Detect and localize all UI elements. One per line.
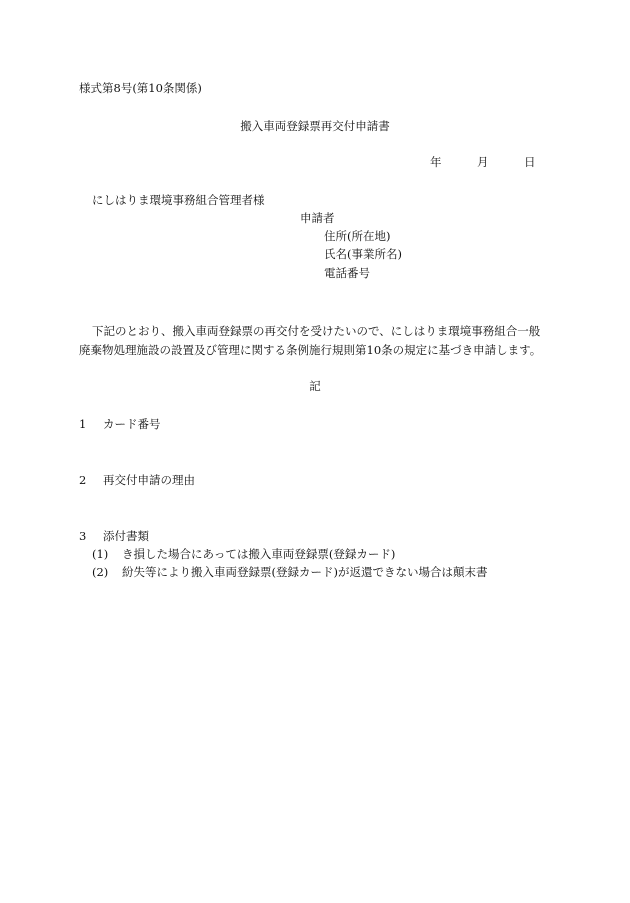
attachment-label: 紛失等により搬入車両登録票(登録カード)が返還できない場合は顛末書 [122, 565, 488, 579]
attachment-number: (2) [92, 565, 109, 579]
body-line-2: 廃棄物処理施設の設置及び管理に関する条例施行規則第10条の規定に基づき申請します。 [79, 343, 542, 357]
body-line-1: 下記のとおり、搬入車両登録票の再交付を受けたいので、にしはりま環境事務組合一般 [92, 324, 541, 338]
addressee: にしはりま環境事務組合管理者様 [92, 193, 265, 207]
item-label: カード番号 [103, 417, 161, 431]
item-card-number [79, 419, 161, 431]
item-number: 1 [79, 417, 87, 431]
attachment-item-2 [92, 567, 487, 579]
applicant-phone-label: 電話番号 [324, 266, 370, 280]
applicant-address-label: 住所(所在地) [324, 229, 391, 243]
item-label: 添付書類 [103, 529, 149, 543]
attachment-number: (1) [92, 547, 109, 561]
attachment-item-1 [92, 549, 395, 561]
item-number: 3 [79, 529, 87, 543]
date-month-label: 月 [477, 155, 489, 169]
applicant-heading: 申請者 [300, 211, 335, 225]
applicant-name-label: 氏名(事業所名) [324, 247, 402, 261]
date-year-label: 年 [430, 155, 442, 169]
item-reissue-reason [79, 475, 195, 487]
item-number: 2 [79, 473, 87, 487]
date-day-label: 日 [524, 155, 536, 169]
form-number-label: 様式第8号(第10条関係) [79, 81, 202, 95]
item-label: 再交付申請の理由 [103, 473, 195, 487]
attachment-label: き損した場合にあっては搬入車両登録票(登録カード) [122, 547, 396, 561]
item-attachments [79, 531, 149, 543]
ki-heading: 記 [309, 379, 321, 393]
document-title: 搬入車両登録票再交付申請書 [240, 119, 390, 133]
